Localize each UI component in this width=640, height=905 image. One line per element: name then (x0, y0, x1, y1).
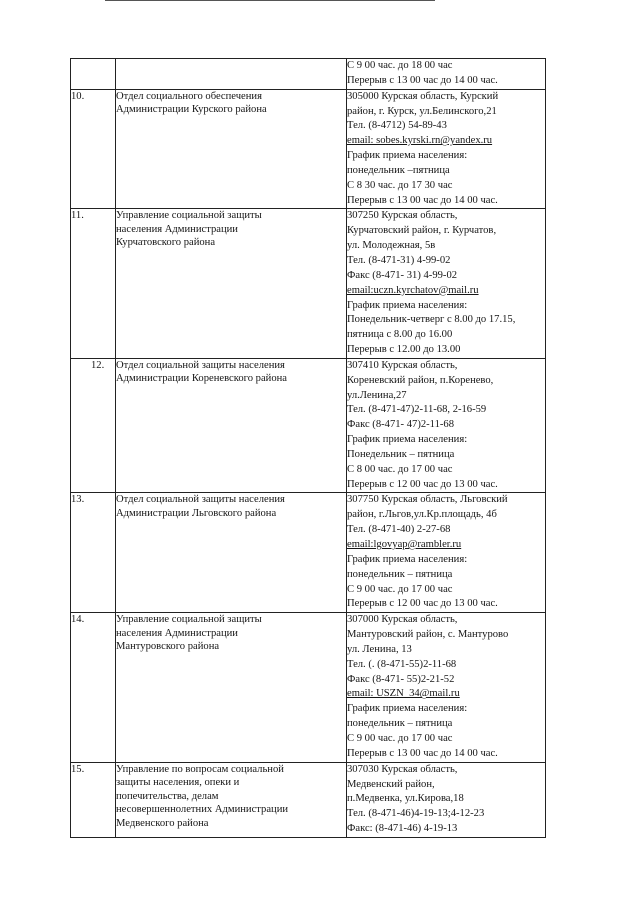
schedule-heading: График приема населения: (347, 150, 468, 162)
table-row (71, 209, 546, 358)
address-line: ул. Ленина, 13 (347, 643, 412, 655)
schedule-break: Перерыв с 13 00 час до 14 00 час. (347, 747, 498, 759)
fax-line: Факс (8-471- 47)2-11-68 (347, 419, 454, 431)
phone-line: Тел. (8-471-40) 2-27-68 (347, 524, 451, 536)
address-cell (347, 613, 546, 762)
phone-line: Тел. (8-4712) 54-89-43 (347, 120, 447, 132)
schedule-heading: График приема населения: (347, 434, 468, 446)
phone-line: Тел. (8-471-47)2-11-68, 2-16-59 (347, 404, 487, 416)
address-line: 307000 Курская область, (347, 614, 458, 626)
row-number: 14. (71, 613, 116, 762)
table-row (71, 493, 546, 613)
organization-line: Администрации Кореневского района (116, 373, 287, 385)
schedule-heading: График приема населения: (347, 553, 468, 565)
address-line: ул. Молодежная, 5в (347, 240, 436, 252)
table-row (71, 762, 546, 837)
organization-cell (116, 613, 347, 762)
schedule-break: Перерыв с 12 00 час до 13 00 час. (347, 598, 498, 610)
organization-cell (116, 762, 347, 837)
table-row (71, 358, 546, 493)
address-line: Перерыв с 13 00 час до 14 00 час. (347, 74, 498, 86)
schedule-heading: График приема населения: (347, 299, 468, 311)
address-line: район, г. Курск, ул.Белинского,21 (347, 105, 497, 117)
schedule-break: Перерыв с 13 00 час до 14 00 час. (347, 194, 498, 206)
schedule-days: понедельник – пятница (347, 568, 453, 580)
organization-line: населения Администрации (116, 627, 238, 639)
address-cell (347, 89, 546, 209)
table-row (71, 89, 546, 209)
address-line: п.Медвенка, ул.Кирова,18 (347, 793, 464, 805)
organization-line: Мантуровского района (116, 641, 220, 653)
phone-line: Тел. (8-471-46)4-19-13;4-12-23 (347, 808, 485, 820)
email-link[interactable]: email:uczn.kyrchatov@mail.ru (347, 284, 479, 296)
organization-line: Отдел социального обеспечения (116, 90, 262, 102)
organization-line: Курчатовского района (116, 237, 216, 249)
row-number: 13. (71, 493, 116, 613)
address-line: Кореневский район, п.Коренево, (347, 374, 494, 386)
contacts-table (70, 58, 546, 838)
organization-line: Управление социальной защиты (116, 614, 262, 626)
row-number: 11. (71, 209, 116, 358)
address-line: С 9 00 час. до 18 00 час (347, 60, 453, 71)
row-number: 15. (71, 762, 116, 837)
phone-line: Тел. (. (8-471-55)2-11-68 (347, 658, 457, 670)
schedule-heading: График приема населения: (347, 703, 468, 715)
schedule-days: понедельник –пятница (347, 164, 450, 176)
address-cell (347, 493, 546, 613)
schedule-hours: С 8 30 час. до 17 30 час (347, 179, 453, 191)
fax-line: Факс: (8-471-46) 4-19-13 (347, 823, 458, 835)
organization-cell (116, 59, 347, 90)
schedule-days: Понедельник-четверг с 8.00 до 17.15, (347, 314, 516, 326)
address-cell (347, 209, 546, 358)
schedule-days: понедельник – пятница (347, 718, 453, 730)
email-link[interactable]: email: sobes.kyrski.rn@yandex.ru (347, 135, 493, 147)
organization-cell (116, 209, 347, 358)
address-line: ул.Ленина,27 (347, 389, 407, 401)
organization-line: Администрации Льговского района (116, 507, 277, 519)
address-line: Мантуровский район, с. Мантурово (347, 629, 509, 641)
organization-line: попечительства, делам (116, 790, 219, 802)
organization-cell (116, 358, 347, 493)
address-line: 305000 Курская область, Курский (347, 90, 499, 102)
schedule-break: Перерыв с 12.00 до 13.00 (347, 344, 461, 356)
address-line: 307250 Курская область, (347, 210, 458, 222)
organization-line: защиты населения, опеки и (116, 777, 240, 789)
organization-cell (116, 493, 347, 613)
schedule-hours: С 9 00 час. до 17 00 час (347, 732, 453, 744)
address-cell (347, 762, 546, 837)
organization-line: Медвенского района (116, 817, 209, 829)
organization-line: несовершеннолетних Администрации (116, 804, 289, 816)
organization-line: населения Администрации (116, 223, 238, 235)
address-line: Медвенский район, (347, 778, 435, 790)
schedule-hours: пятница с 8.00 до 16.00 (347, 329, 453, 341)
organization-line: Администрации Курского района (116, 104, 267, 116)
table-row (71, 613, 546, 762)
fax-line: Факс (8-471- 55)2-21-52 (347, 673, 455, 685)
top-border-line (105, 0, 435, 1)
row-number (71, 59, 116, 90)
organization-line: Управление по вопросам социальной (116, 763, 284, 775)
address-line: 307410 Курская область, (347, 359, 458, 371)
address-line: Курчатовский район, г. Курчатов, (347, 225, 497, 237)
table-row (71, 59, 546, 90)
organization-line: Отдел социальной защиты населения (116, 494, 285, 506)
row-number: 10. (71, 89, 116, 209)
row-number: 12. (71, 358, 116, 493)
address-cell (347, 59, 546, 90)
schedule-break: Перерыв с 12 00 час до 13 00 час. (347, 478, 498, 490)
address-line: 307750 Курская область, Льговский (347, 494, 508, 506)
organization-cell (116, 89, 347, 209)
schedule-hours: С 8 00 час. до 17 00 час (347, 463, 453, 475)
email-link[interactable]: email:lgovyap@rambler.ru (347, 539, 462, 550)
phone-line: Тел. (8-471-31) 4-99-02 (347, 254, 451, 266)
email-link[interactable]: email: USZN_34@mail.ru (347, 688, 460, 700)
organization-line: Управление социальной защиты (116, 210, 262, 222)
address-line: 307030 Курская область, (347, 763, 458, 775)
fax-line: Факс (8-471- 31) 4-99-02 (347, 269, 458, 281)
schedule-hours: С 9 00 час. до 17 00 час (347, 583, 453, 595)
organization-line: Отдел социальной защиты населения (116, 359, 285, 371)
schedule-days: Понедельник – пятница (347, 448, 455, 460)
address-cell (347, 358, 546, 493)
address-line: район, г.Льгов,ул.Кр.площадь, 4б (347, 509, 497, 521)
